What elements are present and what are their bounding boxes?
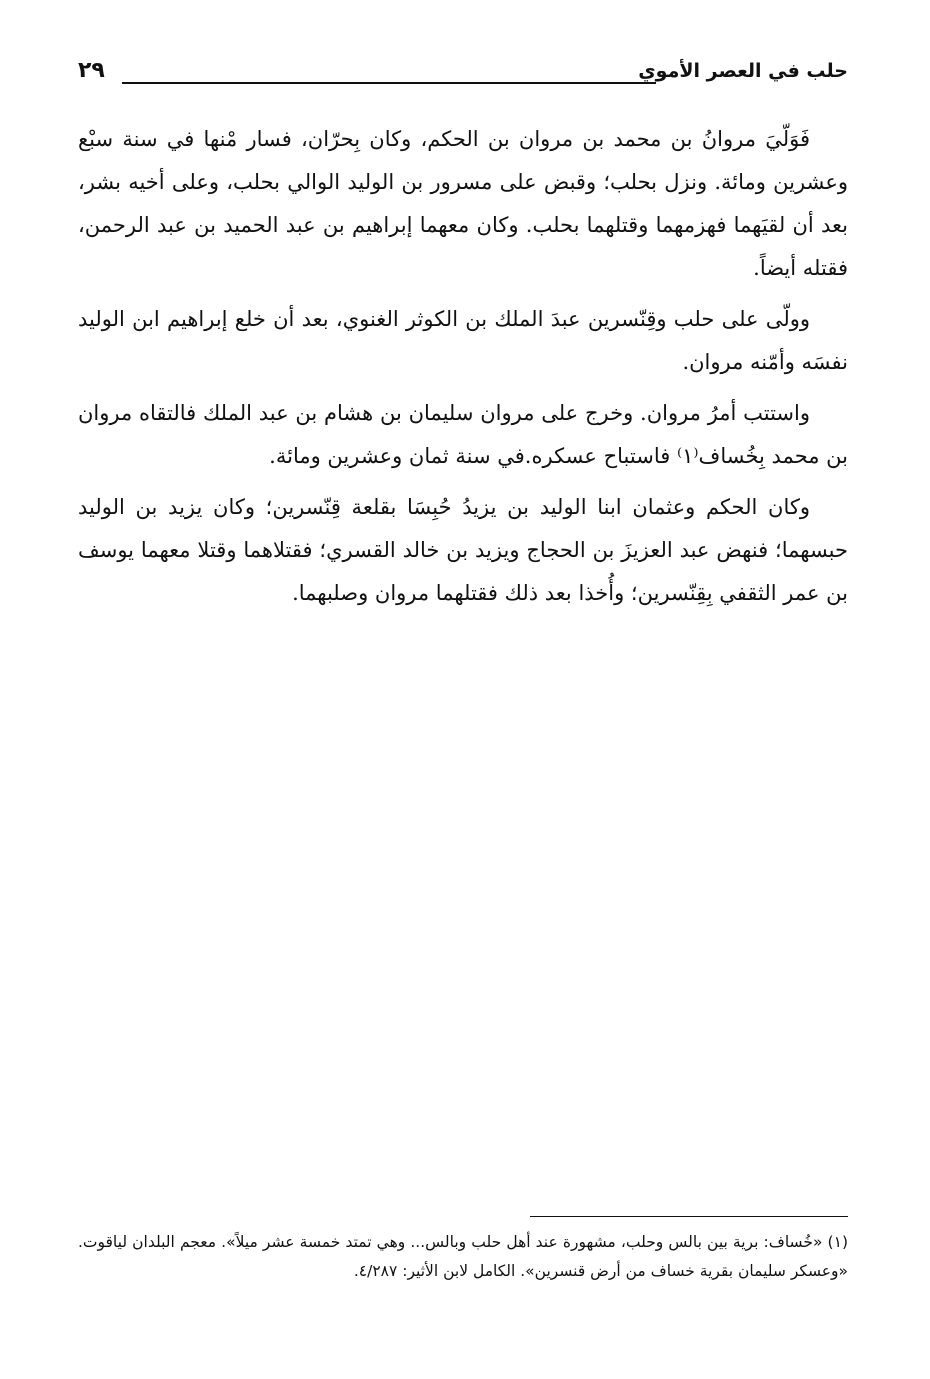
paragraph: فَوَلّيَ مروانُ بن محمد بن مروان بن الحكم، وكان بِحرّان، فسار مْنها في سنة سبْع وعشرين ومائة. ونزل بحلب؛ وقبض على مسرور بن الوليد الوالي بحلب، وعلى أخيه بشر، بعد أن لقيَهما فهزمهما وقتلهما بحلب. وكان معهما إبراهيم بن عبد الحميد بن عبد الرحمن، فقتله أيضاً. xyxy=(78,127,848,280)
running-title: حلب في العصر الأموي xyxy=(638,60,848,82)
page-number: ٢٩ xyxy=(78,58,105,83)
body-text xyxy=(78,118,848,623)
header-rule xyxy=(122,82,656,84)
footnotes xyxy=(78,1228,848,1286)
footnote: (١) «خُساف: برية بين بالس وحلب، مشهورة عند أهل حلب وبالس... وهي تمتد خمسة عشر ميلاً». معجم البلدان لياقوت. «وعسكر سليمان بقرية خساف من أرض قنسرين». الكامل لابن الأثير: ٤/٢٨٧. xyxy=(78,1233,848,1280)
footnote-separator xyxy=(530,1216,848,1217)
paragraph: واستتب أمرُ مروان. وخرج على مروان سليمان بن هشام بن عبد الملك فالتقاه مروان بن محمد بِخُساف⁽١⁾ فاستباح عسكره.في سنة ثمان وعشرين ومائة. xyxy=(78,401,848,468)
paragraph: وولّى على حلب وقِنّسرين عبدَ الملك بن الكوثر الغنوي، بعد أن خلع إبراهيم ابن الوليد نفسَه وأمّنه مروان. xyxy=(78,307,848,374)
paragraph: وكان الحكم وعثمان ابنا الوليد بن يزيدُ حُبِسَا بقلعة قِنّسرين؛ وكان يزيد بن الوليد حبسهما؛ فنهض عبد العزيزَ بن الحجاج ويزيد بن خالد القسري؛ فقتلاهما وقتلا معهما يوسف بن عمر الثقفي بِقِنّسرين؛ وأُخذا بعد ذلك فقتلهما مروان وصلبهما. xyxy=(78,495,848,605)
page-header xyxy=(78,58,848,94)
